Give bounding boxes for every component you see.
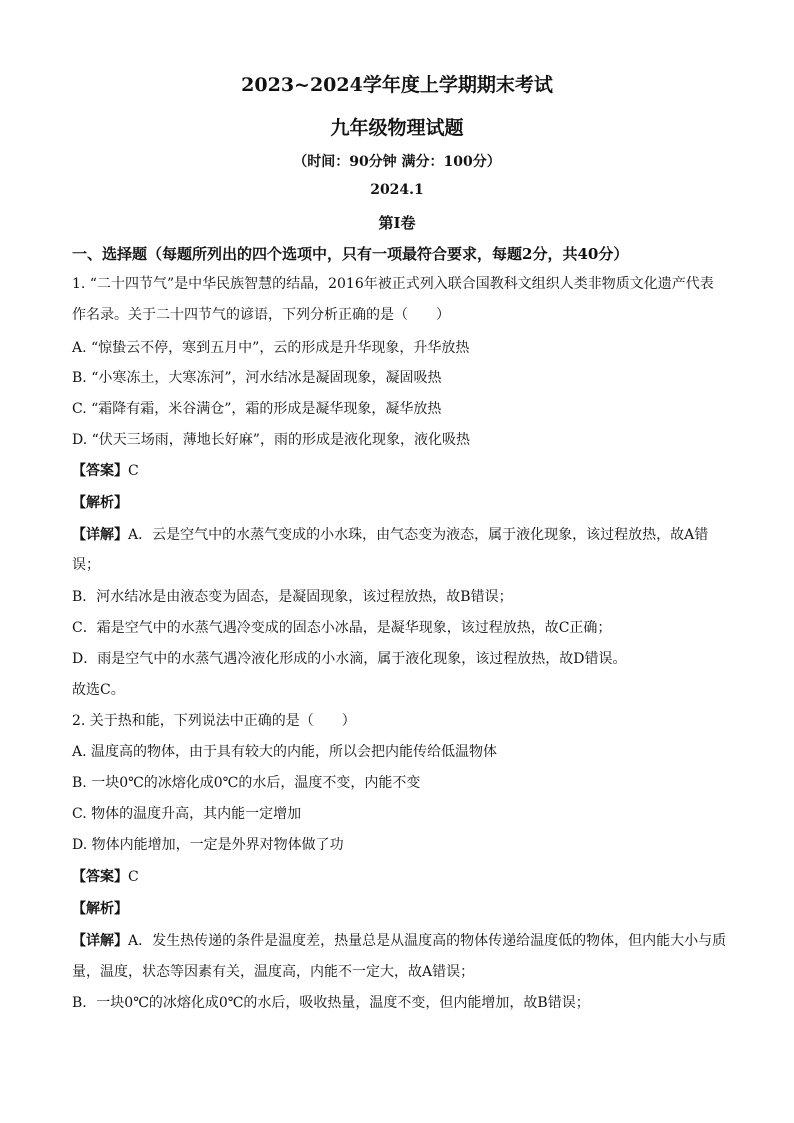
q1-option-d: D. “伏天三场雨，薄地长好麻”，雨的形成是液化现象，液化吸热 <box>72 432 470 448</box>
exam-subject: 九年级物理试题 <box>330 117 464 139</box>
q1-answer-row <box>72 462 139 480</box>
exam-date: 2024.1 <box>370 182 424 198</box>
q2-detail-a-line1 <box>72 932 726 950</box>
q2-option-a: A. 温度高的物体，由于具有较大的内能，所以会把内能传给低温物体 <box>72 744 498 760</box>
q1-option-a: A. “惊蛰云不停，寒到五月中”，云的形成是升华现象，升华放热 <box>72 340 470 356</box>
q1-detail-b: B．河水结冰是由液态变为固态，是凝固现象，该过程放热，故B错误； <box>72 589 513 605</box>
volume-label: 第Ⅰ卷 <box>378 214 416 232</box>
exam-title: 2023~2024学年度上学期期末考试 <box>241 74 553 96</box>
q2-analysis-tag: 【解析】 <box>72 901 128 917</box>
q1-conclusion: 故选C。 <box>72 682 125 698</box>
answer-value: C <box>128 869 139 885</box>
q1-detail-c: C．霜是空气中的水蒸气遇冷变成的固态小冰晶，是凝华现象，该过程放热，故C正确； <box>72 620 612 636</box>
q1-detail-d: D．雨是空气中的水蒸气遇冷液化形成的小水滴，属于液化现象，该过程放热，故D错误。 <box>72 651 627 667</box>
q2-option-d: D. 物体内能增加，一定是外界对物体做了功 <box>72 837 344 853</box>
q2-option-b: B. 一块0℃的冰熔化成0℃的水后，温度不变，内能不变 <box>72 775 421 791</box>
q2-answer-row <box>72 868 139 886</box>
q2-option-c: C. 物体的温度升高，其内能一定增加 <box>72 806 302 822</box>
answer-tag: 【答案】 <box>72 869 128 885</box>
time-score-info: （时间：90分钟 满分：100分） <box>293 154 501 170</box>
q1-detail-a-line2: 误； <box>72 557 100 573</box>
q1-detail-a-line1 <box>72 526 708 544</box>
q1-analysis-tag: 【解析】 <box>72 495 128 511</box>
q1-stem-line2: 作名录。关于二十四节气的谚语，下列分析正确的是（ ） <box>72 307 450 323</box>
q1-option-b: B. “小寒冻土，大寒冻河”，河水结冰是凝固现象，凝固吸热 <box>72 370 442 386</box>
q1-option-c: C. “霜降有霜，米谷满仓”，霜的形成是凝华现象，凝华放热 <box>72 401 442 417</box>
q2-detail-b: B．一块0℃的冰熔化成0℃的水后，吸收热量，温度不变，但内能增加，故B错误； <box>72 995 590 1011</box>
answer-value: C <box>128 463 139 479</box>
detail-text: A．云是空气中的水蒸气变成的小水珠，由气态变为液态，属于液化现象，该过程放热，故A错 <box>128 527 709 543</box>
detail-tag: 【详解】 <box>72 933 128 949</box>
detail-text: A．发生热传递的条件是温度差，热量总是从温度高的物体传递给温度低的物体，但内能大小与质 <box>128 933 727 949</box>
section-heading: 一、选择题（每题所列出的四个选项中，只有一项最符合要求，每题2分，共40分） <box>72 245 629 263</box>
q1-stem-line1: 1. “二十四节气”是中华民族智慧的结晶，2016年被正式列入联合国教科文组织人类非物质文化遗产代表 <box>72 276 714 292</box>
q2-detail-a-line2: 量，温度，状态等因素有关，温度高，内能不一定大，故A错误； <box>72 964 475 980</box>
detail-tag: 【详解】 <box>72 527 128 543</box>
q2-stem: 2. 关于热和能，下列说法中正确的是（ ） <box>72 713 356 729</box>
answer-tag: 【答案】 <box>72 463 128 479</box>
